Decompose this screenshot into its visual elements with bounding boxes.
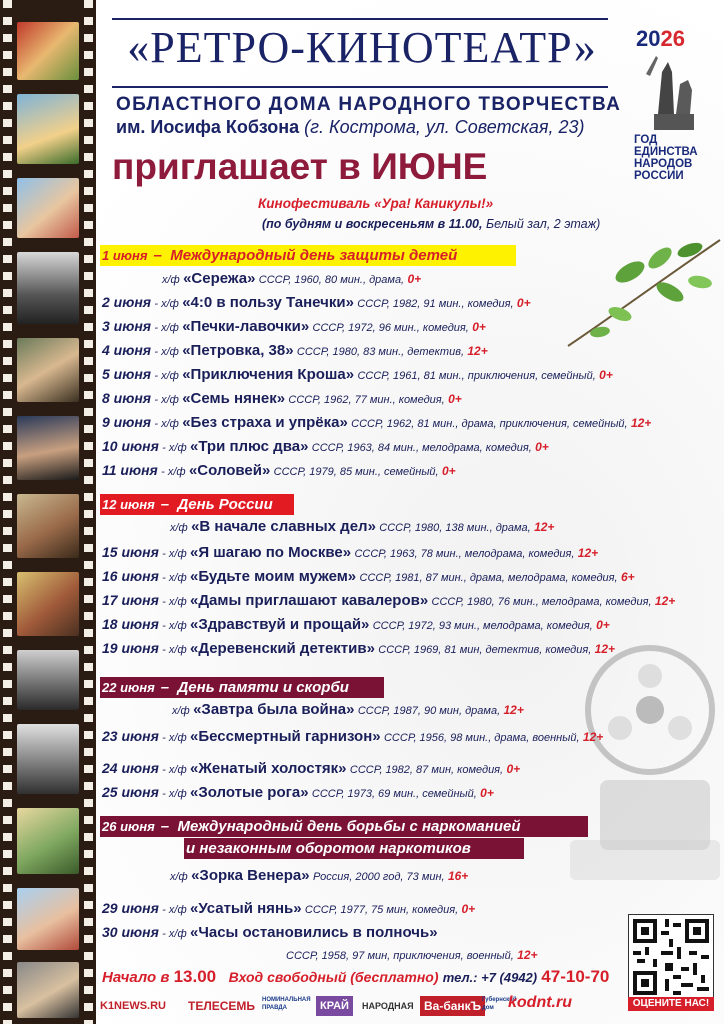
film-title: «Женатый холостяк» (189, 760, 347, 777)
film-kind: - х/ф (162, 620, 187, 632)
film-frame-12 (17, 888, 79, 950)
film-meta: СССР, 1963, 78 мин., мелодрама, комедия, (354, 548, 575, 560)
film-row (102, 294, 531, 311)
film-meta: СССР, 1980, 138 мин., драма, (379, 522, 531, 534)
film-meta: СССР, 1960, 80 мин., драма, (258, 274, 405, 286)
film-frame-4 (17, 252, 79, 324)
film-meta: СССР, 1977, 75 мин, комедия, (304, 904, 459, 916)
film-age-rating: 12+ (582, 730, 604, 744)
film-row (170, 518, 554, 535)
film-row (102, 568, 635, 585)
sponsor-gubernsky: Губернский дом (482, 997, 517, 1011)
qr-code[interactable] (628, 914, 714, 1000)
festival-title: Кинофестиваль «Ура! Каникулы!» (258, 196, 494, 211)
sponsor-krai: КРАЙ (316, 996, 353, 1016)
film-meta: СССР, 1972, 96 мин., комедия, (312, 322, 469, 334)
film-date: 29 июня (102, 900, 159, 916)
film-row (102, 616, 610, 633)
film-row (102, 438, 549, 455)
film-date: 23 июня (102, 728, 159, 744)
film-title: «Бессмертный гарнизон» (189, 728, 381, 745)
film-meta: СССР, 1981, 87 мин., драма, мелодрама, комедия, (359, 572, 618, 584)
film-kind: - х/ф (162, 596, 187, 608)
film-age-rating: 12+ (654, 594, 676, 608)
subtitle-name: им. Иосифа Кобзона (116, 117, 300, 137)
sponsor-narodnaya: НАРОДНАЯ (362, 1001, 414, 1011)
film-row (286, 946, 538, 963)
logo-caption: ГОД ЕДИНСТВА НАРОДОВ РОССИИ (634, 134, 698, 182)
film-age-rating: 0+ (448, 392, 462, 406)
sponsor-pravda: НОМИНАЛЬНАЯ ПРАВДА (262, 997, 311, 1011)
film-title: «Три плюс два» (189, 438, 309, 455)
film-title: «4:0 в пользу Танечки» (182, 294, 354, 311)
film-meta: СССР, 1956, 98 мин., драма, военный, (383, 732, 580, 744)
film-kind: - х/ф (162, 928, 187, 940)
film-meta: СССР, 1987, 90 мин, драма, (357, 705, 501, 717)
logo-year: 2026 (636, 26, 685, 51)
film-title: «Сережа» (183, 270, 256, 287)
film-age-rating: 0+ (480, 786, 494, 800)
film-kind: - х/ф (161, 466, 186, 478)
film-meta: СССР, 1980, 76 мин., мелодрама, комедия, (431, 596, 652, 608)
film-kind: - х/ф (162, 732, 187, 744)
film-kind: - х/ф (154, 394, 179, 406)
film-date: 5 июня (102, 366, 152, 382)
film-title: «Я шагаю по Москве» (189, 544, 352, 561)
film-meta: СССР, 1980, 83 мин., детектив, (296, 346, 464, 358)
film-meta: СССР, 1963, 84 мин., мелодрама, комедия, (311, 442, 532, 454)
film-row (102, 784, 494, 801)
film-title: «Дамы приглашают кавалеров» (189, 592, 429, 609)
monument-icon (636, 54, 706, 132)
footer-info: Начало в 13.00 Вход свободный (бесплатно) тел.: +7 (4942) 47-10-70 (102, 967, 610, 986)
film-age-rating: 0+ (472, 320, 486, 334)
film-date: 15 июня (102, 544, 159, 560)
film-meta: СССР, 1982, 87 мин, комедия, (349, 764, 504, 776)
film-frame-7 (17, 494, 79, 558)
film-date: 8 июня (102, 390, 152, 406)
film-date: 16 июня (102, 568, 159, 584)
film-title: «Здравствуй и прощай» (189, 616, 370, 633)
film-strip (0, 0, 96, 1024)
film-kind: - х/ф (154, 322, 179, 334)
film-meta: СССР, 1982, 91 мин., комедия, (357, 298, 514, 310)
film-meta: СССР, 1979, 85 мин., семейный, (273, 466, 439, 478)
film-row (172, 701, 524, 718)
film-kind: - х/ф (162, 442, 187, 454)
highlight-memory-day: 22 июня – День памяти и скорби (100, 677, 384, 698)
film-age-rating: 0+ (441, 464, 456, 478)
highlight-anti-drug-day-line2: и незаконным оборотом наркотиков (184, 838, 524, 859)
sponsor-vabank: Ва-банкЪ (420, 996, 485, 1016)
film-reel-illustration (560, 640, 724, 900)
subtitle-organization: ОБЛАСТНОГО ДОМА НАРОДНОГО ТВОРЧЕСТВА (116, 94, 622, 115)
film-row (102, 760, 520, 777)
subtitle-address: (г. Кострома, ул. Советская, 23) (304, 117, 585, 137)
film-frame-10 (17, 724, 79, 794)
film-row (102, 924, 438, 941)
festival-schedule: (по будням и воскресеньям в 11.00, Белый зал, 2 этаж) (262, 217, 601, 231)
film-kind: х/ф (162, 274, 180, 286)
film-meta: СССР, 1961, 81 мин., приключения, семейный, (357, 370, 596, 382)
film-row (102, 900, 475, 917)
film-age-rating: 12+ (503, 703, 524, 717)
film-date: 25 июня (102, 784, 159, 800)
film-frame-6 (17, 416, 79, 480)
film-row (102, 366, 613, 383)
film-age-rating: 0+ (407, 272, 422, 286)
film-meta: СССР, 1962, 81 мин., драма, приключения, семейный, (351, 418, 628, 430)
film-row (162, 270, 421, 287)
film-kind: - х/ф (162, 548, 187, 560)
title-rule-bottom (112, 86, 608, 88)
film-kind: - х/ф (162, 764, 187, 776)
film-date: 30 июня (102, 924, 159, 940)
film-age-rating: 0+ (535, 440, 549, 454)
film-meta: СССР, 1962, 77 мин., комедия, (288, 394, 445, 406)
rate-us-label: ОЦЕНИТЕ НАС! (628, 997, 714, 1011)
invite-heading: приглашает в ИЮНЕ (112, 146, 488, 187)
film-age-rating: 16+ (447, 869, 469, 883)
film-meta: СССР, 1958, 97 мин, приключения, военный, (286, 950, 514, 962)
sponsor-telesem: ТЕЛЕСЕМЬ (188, 999, 256, 1013)
film-meta: СССР, 1973, 69 мин., семейный, (311, 788, 477, 800)
film-date: 11 июня (102, 462, 158, 478)
highlight-russia-day: 12 июня – День России (100, 494, 294, 515)
film-title: «В начале славных дел» (191, 518, 376, 535)
film-row (102, 414, 651, 431)
film-meta: Россия, 2000 год, 73 мин, (312, 871, 445, 883)
film-date: 19 июня (102, 640, 159, 656)
film-age-rating: 12+ (467, 344, 488, 358)
film-title: «Семь нянек» (182, 390, 286, 407)
film-age-rating: 12+ (517, 948, 538, 962)
film-date: 10 июня (102, 438, 159, 454)
film-frame-13 (17, 962, 79, 1018)
film-age-rating: 12+ (630, 416, 652, 430)
film-title: «Зорка Венера» (191, 867, 310, 884)
subtitle-address-line (116, 117, 585, 138)
film-age-rating: 0+ (506, 762, 521, 776)
film-age-rating: 6+ (620, 570, 635, 584)
film-title: «Усатый нянь» (189, 900, 302, 917)
film-row (102, 318, 486, 335)
film-meta: СССР, 1969, 81 мин, детектив, комедия, (378, 644, 592, 656)
film-row (170, 867, 468, 884)
film-meta: СССР, 1972, 93 мин., мелодрама, комедия, (372, 620, 593, 632)
film-date: 9 июня (102, 414, 152, 430)
film-row (102, 342, 488, 359)
film-kind: х/ф (170, 522, 188, 534)
film-title: «Петровка, 38» (182, 342, 294, 359)
film-frame-1 (17, 22, 79, 80)
film-age-rating: 12+ (594, 642, 616, 656)
film-kind: - х/ф (154, 418, 179, 430)
film-age-rating: 0+ (596, 618, 610, 632)
film-date: 4 июня (102, 342, 152, 358)
film-date: 3 июня (102, 318, 152, 334)
film-title: «Завтра была война» (193, 701, 355, 718)
year-of-unity-logo (628, 26, 712, 194)
film-title: «Приключения Кроша» (182, 366, 355, 383)
film-age-rating: 0+ (516, 296, 531, 310)
film-kind: - х/ф (162, 644, 187, 656)
film-age-rating: 12+ (577, 546, 599, 560)
film-perforation-left (3, 0, 12, 1024)
film-title: «Без страха и упрёка» (182, 414, 348, 431)
film-age-rating: 0+ (461, 902, 476, 916)
film-row (102, 640, 615, 657)
film-kind: х/ф (170, 871, 188, 883)
film-kind: - х/ф (154, 370, 179, 382)
film-date: 17 июня (102, 592, 159, 608)
film-frame-5 (17, 338, 79, 402)
title-rule-top (112, 18, 608, 20)
film-title: «Будьте моим мужем» (189, 568, 357, 585)
film-kind: - х/ф (162, 572, 187, 584)
page-title: «РЕТРО-КИНОТЕАТР» (127, 23, 597, 72)
film-frame-9 (17, 650, 79, 710)
film-row (102, 592, 675, 609)
film-title: «Соловей» (188, 462, 271, 479)
film-date: 2 июня (102, 294, 152, 310)
film-row (102, 462, 456, 479)
website-link[interactable]: kodnt.ru (508, 994, 572, 1011)
film-title: «Деревенский детектив» (189, 640, 375, 657)
film-row (102, 390, 462, 407)
film-kind: - х/ф (162, 788, 187, 800)
highlight-children-day: 1 июня – Международный день защиты детей (100, 245, 516, 266)
film-row (102, 544, 598, 561)
film-row (102, 728, 603, 745)
film-frame-11 (17, 808, 79, 874)
birch-branch-illustration (560, 228, 724, 358)
film-kind: - х/ф (154, 298, 179, 310)
sponsor-k1news: K1NEWS.RU (100, 1000, 167, 1012)
film-age-rating: 12+ (534, 520, 555, 534)
film-kind: х/ф (172, 705, 190, 717)
film-frame-2 (17, 94, 79, 164)
film-title: «Часы остановились в полночь» (189, 924, 438, 941)
film-kind: - х/ф (162, 904, 187, 916)
film-frame-3 (17, 178, 79, 238)
film-title: «Печки-лавочки» (182, 318, 310, 335)
film-frame-8 (17, 572, 79, 636)
film-date: 18 июня (102, 616, 159, 632)
film-date: 24 июня (102, 760, 159, 776)
film-title: «Золотые рога» (189, 784, 309, 801)
film-perforation-right (84, 0, 93, 1024)
film-age-rating: 0+ (599, 368, 613, 382)
highlight-anti-drug-day: 26 июня – Международный день борьбы с наркоманией (100, 816, 588, 837)
film-kind: - х/ф (154, 346, 179, 358)
